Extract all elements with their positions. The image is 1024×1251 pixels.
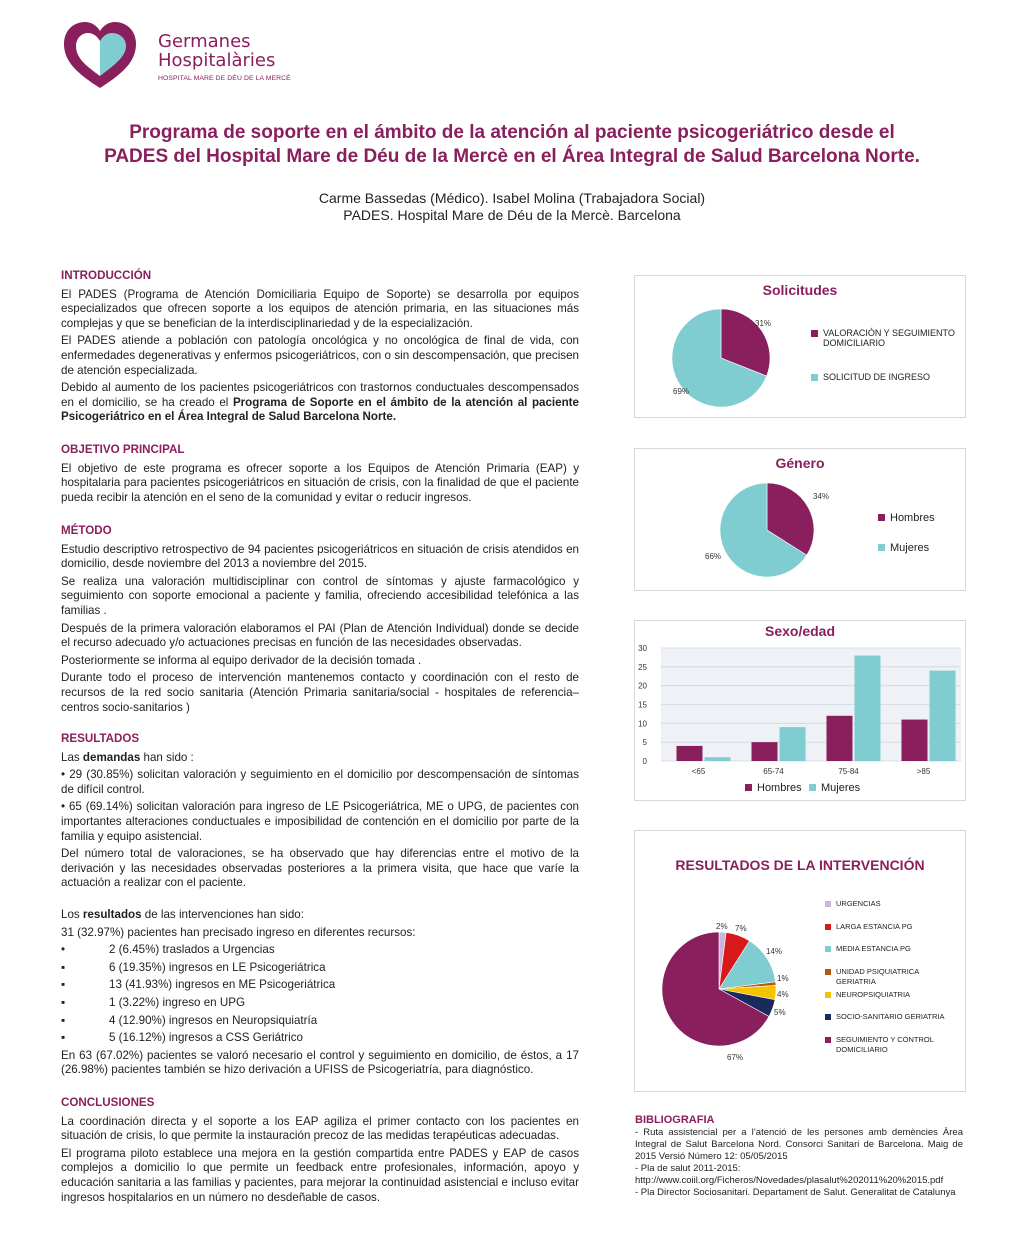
legend-swatch xyxy=(825,1037,831,1043)
sexo-edad-chart-title: Sexo/edad xyxy=(764,623,836,639)
pie-label-urgencias: 2% xyxy=(716,922,728,931)
list-item xyxy=(61,943,579,958)
bar-hombres-2 xyxy=(827,716,853,761)
y-tick-label: 25 xyxy=(638,662,647,672)
resultados-intervencion-text xyxy=(61,908,579,1081)
list-item xyxy=(61,1031,579,1046)
demandas-line xyxy=(61,751,579,766)
authors: Carme Bassedas (Médico). Isabel Molina (Trabajadora Social) xyxy=(318,190,706,206)
genero-pie xyxy=(719,482,815,578)
bar-mujeres-0 xyxy=(705,757,731,761)
legend-label: Hombres xyxy=(890,512,935,524)
legend-label: SOCIO-SANITARIO GERIATRIA xyxy=(836,1012,945,1021)
pie-label-ingreso: 69% xyxy=(673,387,690,396)
legend-swatch xyxy=(825,1014,831,1020)
metodo-paragraph-2: Se realiza una valoración multidisciplinar con control de síntomas y ajuste farmacológico y seguimiento con soporte emocional a paciente y familia, ofreciendo accesibilidad telefónica a las familias . xyxy=(61,574,579,617)
legend-label: NEUROPSIQUIATRIA xyxy=(836,990,911,999)
legend-item-upg xyxy=(825,967,960,987)
bibliografia-item-2: - Pla de salut 2011-2015: xyxy=(635,1163,741,1174)
objetivo-section xyxy=(61,443,579,508)
legend-label: Mujeres xyxy=(821,782,861,794)
bibliografia-item-1: - Ruta assistencial per a l’atenció de les persones amb demències Àrea Integral de Salut Barcelona Nord. Consorci Sanitari de Barcelona. Maig de 2015 Versió Número 12: 05/05/2015 xyxy=(635,1127,963,1162)
legend-item-urgencias xyxy=(825,899,960,909)
demanda-bullet-2: • 65 (69.14%) solicitan valoración para ingreso de LE Psicogeriátrica, ME o UPG, de pacientes con importantes alteraciones conductuales e imposibilidad de contención en el domicilio por parte de la familia y equipo asistencial. xyxy=(61,800,579,843)
legend-item-ingreso xyxy=(811,372,961,382)
legend-label: SOLICITUD DE INGRESO xyxy=(823,372,931,382)
legend-item-seguimiento xyxy=(825,1035,945,1055)
ingreso-line: 31 (32.97%) pacientes han precisado ingreso en diferentes recursos: xyxy=(61,925,416,939)
legend-swatch xyxy=(811,330,818,337)
bar-mujeres-3 xyxy=(930,671,956,761)
seguimiento-paragraph: En 63 (67.02%) pacientes se valoró necesario el control y seguimiento en domicilio, de éstos, a 17 (26.98%) pacientes también se hizo derivación a UFISS de Psicogeriatría, para diagnóstico. xyxy=(61,1048,579,1077)
conclusiones-paragraph-2: El programa piloto establece una mejora en la gestión compartida entre PADES y EAP de casos complejos a domicilio lo que permite un feedback entre profesionales, información, apoyo y educación sanitaria a las familias y pacientes, para mejorar la continuidad asistencial e incluso evitar ingresos hospitalarios en un número no desdeñable de casos. xyxy=(61,1146,579,1204)
pie-label-seguimiento: 67% xyxy=(727,1053,744,1062)
y-tick-label: 0 xyxy=(642,757,647,766)
objetivo-paragraph: El objetivo de este programa es ofrecer soporte a los Equipos de Atención Primaria (EAP) y hospitalaria para pacientes psicogeriátricos en situación de crisis, con la finalidad de que el paciente pueda recibir la atención en el seno de la comunidad y evitar o reducir ingresos. xyxy=(61,461,579,504)
resultados-line xyxy=(61,908,579,923)
legend-swatch xyxy=(825,969,831,975)
heart-logo-icon xyxy=(58,18,142,98)
legend-swatch xyxy=(825,901,831,907)
resultados-chart-title: RESULTADOS DE LA INTERVENCIÓN xyxy=(675,857,925,873)
logo-line1: Germanes xyxy=(158,31,251,52)
metodo-section xyxy=(61,524,579,718)
bar-mujeres-2 xyxy=(855,656,881,761)
legend-label: VALORACIÓN Y SEGUIMIENTO DOMICILIARIO xyxy=(823,328,955,348)
bibliografia-item-3: - Pla Director Sociosanitari. Departament de Salut. Generalitat de Catalunya xyxy=(635,1187,956,1198)
pie-label-upg: 1% xyxy=(777,974,789,983)
list-item-text: 6 (19.35%) ingresos en LE Psicogeriátrica xyxy=(109,960,326,974)
metodo-heading: MÉTODO xyxy=(61,524,112,537)
legend-swatch xyxy=(811,374,818,381)
resultados-heading: RESULTADOS xyxy=(61,732,140,745)
diferencias-paragraph: Del número total de valoraciones, se ha observado que hay diferencias entre el motivo de la derivación y las necesidades observadas posteriores a la primera visita, que hace que varíe la actuación a realizar con el paciente. xyxy=(61,847,579,890)
legend-item-socio xyxy=(825,1012,960,1022)
demandas-pre: Las xyxy=(61,750,83,764)
objetivo-heading: OBJETIVO PRINCIPAL xyxy=(61,443,185,456)
bullet-marker: ▪ xyxy=(61,978,66,992)
list-item-text: 4 (12.90%) ingresos en Neuropsiquiatría xyxy=(109,1013,318,1027)
x-tick-label: 75-84 xyxy=(838,767,859,776)
bar-hombres-1 xyxy=(752,742,778,761)
demanda-bullet-1: • 29 (30.85%) solicitan valoración y seguimiento en el domicilio por descompensación de síntomas de difícil control. xyxy=(61,768,579,796)
legend-swatch xyxy=(745,784,752,791)
genero-chart-title: Género xyxy=(775,455,825,471)
y-tick-label: 5 xyxy=(642,738,647,748)
list-item-text: 1 (3.22%) ingreso en UPG xyxy=(109,995,245,1009)
legend-label: MEDIA ESTANCIA PG xyxy=(836,944,911,953)
list-item-text: 13 (41.93%) ingresos en ME Psicogeriátrica xyxy=(109,978,336,992)
organization: PADES. Hospital Mare de Déu de la Mercè. Barcelona xyxy=(343,207,681,223)
logo xyxy=(58,18,298,102)
poster-title: Programa de soporte en el ámbito de la atención al paciente psicogeriátrico desde el PADES del Hospital Mare de Déu de la Mercè en el Área Integral de Salud Barcelona Norte. xyxy=(104,122,920,167)
intro-section xyxy=(61,269,579,428)
bar-hombres-3 xyxy=(902,720,928,761)
metodo-paragraph-1: Estudio descriptivo retrospectivo de 94 pacientes psicogeriátricos en situación de crisis atendidos en domicilio, desde noviembre del 2013 a noviembre del 2015. xyxy=(61,542,579,571)
legend-label: URGENCIAS xyxy=(836,899,881,908)
sexo-edad-chart-panel xyxy=(634,620,966,801)
bullet-marker: ▪ xyxy=(61,960,66,974)
legend-label: LARGA ESTANCIA PG xyxy=(836,922,913,931)
legend-swatch xyxy=(878,544,885,551)
legend-swatch xyxy=(825,992,831,998)
pie-label-hombres: 34% xyxy=(813,492,830,501)
legend-label: Hombres xyxy=(757,782,802,794)
pie-label-neuro: 4% xyxy=(777,990,789,999)
pie-label-valoracion: 31% xyxy=(755,319,772,328)
x-tick-label: <65 xyxy=(691,767,706,776)
intro-paragraph-2: El PADES atiende a población con patología oncológica y no oncológica de final de vida, con enfermedades degenerativas y enfermos psicogeriátricos, con o sin descompensación, que precisen de atención especializada. xyxy=(61,334,579,377)
y-tick-label: 10 xyxy=(638,719,647,729)
pie-label-socio: 5% xyxy=(774,1008,786,1017)
conclusiones-heading: CONCLUSIONES xyxy=(61,1096,155,1109)
legend-item-bar-hombres xyxy=(745,782,802,794)
genero-chart-panel xyxy=(634,448,966,591)
metodo-paragraph-5: Durante todo el proceso de intervención mantenemos contacto y coordinación con el resto de recursos de la red socio sanitaria (Atención Primaria sanitaria/social - hospitales de referencia–centros socio-sanitarios ) xyxy=(61,671,579,714)
legend-item-larga xyxy=(825,922,960,932)
list-item-text: 5 (16.12%) ingresos a CSS Geriátrico xyxy=(109,1031,303,1045)
bibliografia-link[interactable]: http://www.coiil.org/Ficheros/Novedades/plasalut%202011%20%2015.pdf xyxy=(635,1175,944,1186)
intro-paragraph-1: El PADES (Programa de Atención Domiciliaria Equipo de Soporte) se desarrolla por equipos especializados que ofrecen soporte a los equipos de atención primaria, en las situaciones más complejas y que se benefician de la interdisciplinariedad y de la especialización. xyxy=(61,287,579,330)
resultados-chart-panel xyxy=(634,830,966,1092)
x-tick-label: >85 xyxy=(916,767,931,776)
res-bold: resultados xyxy=(82,908,142,921)
conclusiones-paragraph-1: La coordinación directa y el soporte a los EAP agiliza el primer contacto con los pacientes en situación de crisis, lo que permite la instauración precoz de las medidas terapéuticas adecuadas. xyxy=(61,1114,579,1143)
list-item xyxy=(61,961,579,976)
list-item-text: 2 (6.45%) traslados a Urgencias xyxy=(109,943,275,957)
demandas-bold: demandas xyxy=(82,750,141,764)
bar-hombres-0 xyxy=(677,746,703,761)
pie-label-larga: 7% xyxy=(735,924,747,933)
metodo-paragraph-3: Después de la primera valoración elaboramos el PAI (Plan de Atención Individual) donde se decide el recurso adecuado y/o actuaciones precisas en función de las necesidades observadas. xyxy=(61,621,579,650)
intro-heading: INTRODUCCIÓN xyxy=(61,269,152,282)
res-post: de las intervenciones han sido: xyxy=(141,908,304,921)
legend-label: Mujeres xyxy=(890,542,930,554)
logo-line2: Hospitalàries xyxy=(158,50,276,71)
legend-item-mujeres xyxy=(878,542,929,554)
resultados-section xyxy=(61,732,579,894)
logo-subtitle: HOSPITAL MARE DE DÉU DE LA MERCÈ xyxy=(158,75,291,82)
legend-item-hombres xyxy=(878,512,935,524)
bibliografia-heading: BIBLIOGRAFIA xyxy=(635,1114,715,1126)
intro-p3-text: Debido al aumento de los pacientes psicogeriátricos con trastornos conductuales descompensados en el domicilio, se ha creado el xyxy=(61,381,579,409)
legend-label: SEGUIMIENTO Y CONTROL DOMICILIARIO xyxy=(836,1035,934,1054)
bullet-marker: ▪ xyxy=(61,1013,66,1027)
demandas-post: han sido : xyxy=(140,750,194,764)
legend-swatch xyxy=(878,514,885,521)
legend-swatch xyxy=(825,924,831,930)
bullet-marker: ▪ xyxy=(61,1031,66,1045)
pie-label-mujeres: 66% xyxy=(705,552,722,561)
pie-label-media: 14% xyxy=(766,947,783,956)
solicitudes-chart-panel xyxy=(634,275,966,418)
legend-item-bar-mujeres xyxy=(809,782,860,794)
list-item xyxy=(61,978,579,993)
legend-item-valoracion xyxy=(811,328,961,348)
metodo-paragraph-4: Posteriormente se informa al equipo derivador de la decisión tomada . xyxy=(61,653,422,667)
bar-mujeres-1 xyxy=(780,727,806,761)
y-tick-label: 30 xyxy=(638,644,647,653)
legend-item-media xyxy=(825,944,960,954)
bullet-marker: ▪ xyxy=(61,995,66,1009)
legend-swatch xyxy=(809,784,816,791)
bullet-marker: • xyxy=(61,943,66,957)
bibliografia-section xyxy=(635,1114,963,1199)
conclusiones-section xyxy=(61,1096,579,1208)
list-item xyxy=(61,996,579,1011)
list-item xyxy=(61,1014,579,1029)
res-pre: Los xyxy=(61,908,83,921)
solicitudes-chart-title: Solicitudes xyxy=(762,282,838,298)
resultados-pie xyxy=(661,931,777,1047)
sexo-edad-bar-chart xyxy=(635,621,965,800)
legend-swatch xyxy=(825,946,831,952)
y-tick-label: 20 xyxy=(638,681,647,691)
intro-p3-bold: Programa de Soporte en el ámbito de la atención al paciente Psicogeriátrico en el Área Integral de Salud Barcelona Norte. xyxy=(61,395,579,424)
legend-item-neuro xyxy=(825,990,960,1000)
x-tick-label: 65-74 xyxy=(763,767,784,776)
y-tick-label: 15 xyxy=(638,700,647,710)
intro-paragraph-3 xyxy=(61,381,579,425)
legend-label: UNIDAD PSIQUIATRICA GERIATRIA xyxy=(836,967,919,986)
